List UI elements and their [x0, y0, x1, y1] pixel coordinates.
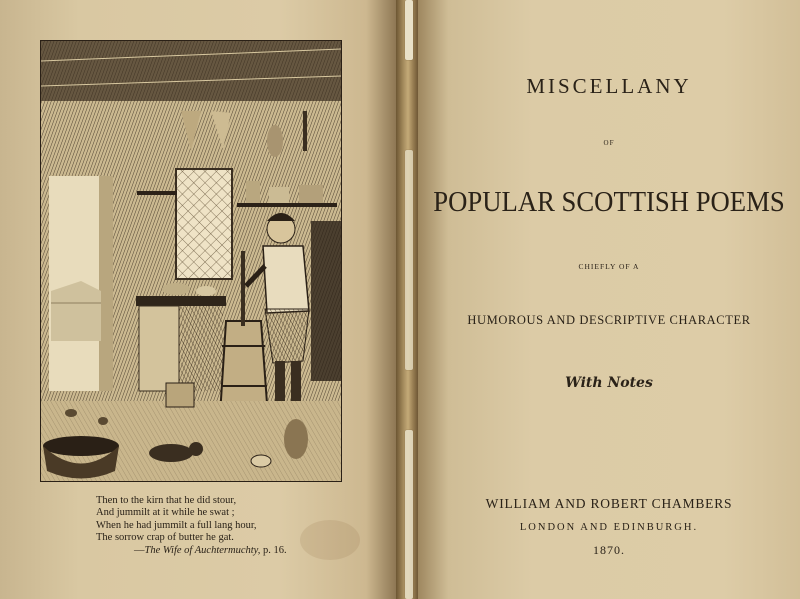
subtitle-line-2: HUMOROUS AND DESCRIPTIVE CHARACTER [467, 313, 751, 327]
attribution-page: p. 16. [260, 544, 287, 556]
paper-stain [300, 520, 360, 560]
with-notes: With Notes [565, 375, 653, 391]
publisher: WILLIAM AND ROBERT CHAMBERS [485, 496, 733, 511]
subtitle-line-1: CHIEFLY OF A [578, 262, 640, 271]
binding-thread [405, 150, 413, 370]
binding-thread [405, 430, 413, 599]
caption-line-3: When he had jummilt a full lang hour, [96, 519, 257, 531]
title-line-1: MISCELLANY [526, 74, 692, 98]
attribution-dash: — [134, 544, 145, 556]
left-page [0, 0, 398, 599]
publisher-location: LONDON AND EDINBURGH. [519, 522, 699, 533]
caption-line-1: Then to the kirn that he did stour, [96, 495, 237, 506]
attribution-title: The Wife of Auchtermuchty, [144, 544, 261, 556]
title-of: OF [603, 139, 615, 147]
publication-year: 1870. [593, 543, 625, 557]
binding-thread [405, 0, 413, 60]
engraving-illustration [41, 41, 341, 481]
caption-line-4: The sorrow crap of butter he gat. [96, 532, 234, 544]
title-line-2: POPULAR SCOTTISH POEMS [433, 186, 785, 218]
frontispiece-engraving [40, 40, 342, 482]
caption-line-2: And jummilt at it while he swat ; [96, 507, 235, 519]
